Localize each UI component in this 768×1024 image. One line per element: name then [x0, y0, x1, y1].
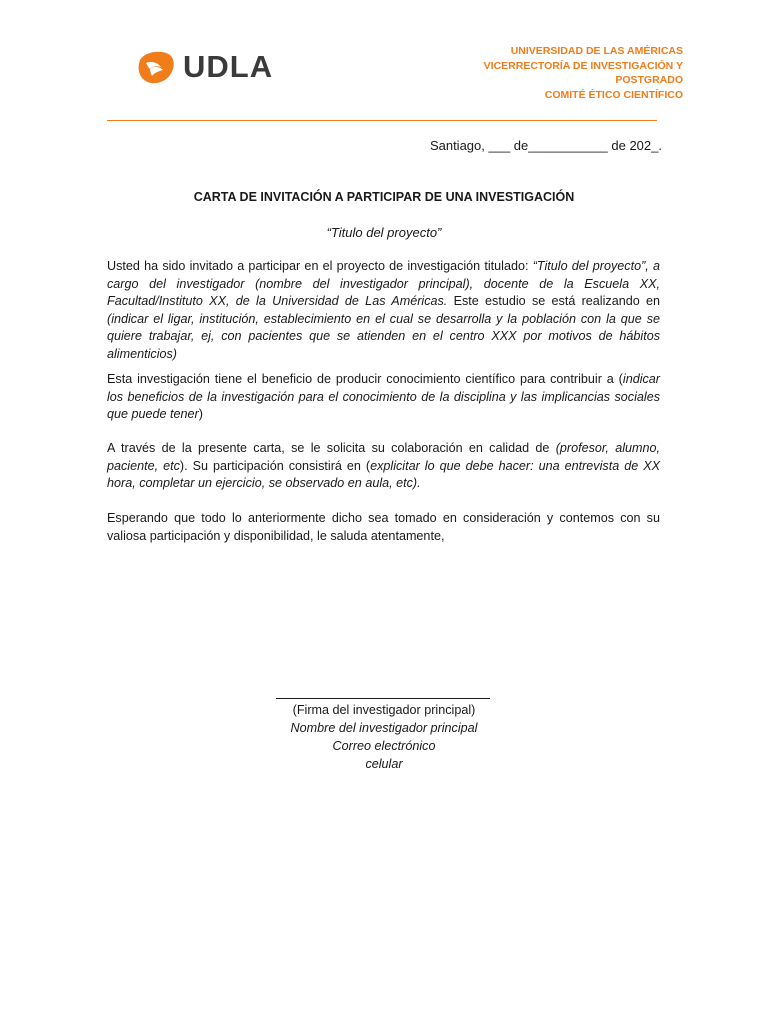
date-line: Santiago, ___ de___________ de 202_.: [429, 138, 662, 153]
udla-logo-icon: [137, 50, 175, 84]
text-run: Esperando que todo lo anteriormente dicho sea tomado en consideración y contemos con su valiosa participación y disponibilidad, le saluda atentamente,: [107, 511, 660, 543]
paragraph-request: [107, 440, 660, 493]
text-run: ). Su participación consistirá en (: [179, 458, 371, 473]
text-run-italic: indicar los beneficios de la investigación para el conocimiento de la disciplina y las implicancias sociales que puede tener: [107, 372, 660, 422]
logo-wordmark: UDLA: [183, 49, 274, 84]
signature-phone: celular: [365, 757, 403, 771]
text-run-italic: (profesor, alumno, paciente, etc: [107, 441, 660, 473]
letter-title: CARTA DE INVITACIÓN A PARTICIPAR DE UNA INVESTIGACIÓN: [193, 190, 575, 204]
signature-email: Correo electrónico: [332, 739, 436, 753]
signature-name: Nombre del investigador principal: [290, 721, 478, 735]
institution-line: COMITÉ ÉTICO CIENTÍFICO: [544, 88, 683, 101]
project-title: “Titulo del proyecto”: [326, 225, 442, 240]
institution-line: UNIVERSIDAD DE LAS AMÉRICAS: [510, 45, 683, 57]
text-run-italic: explicitar lo que debe hacer: una entrevista de XX hora, completar un ejercicio, se observado en aula, etc).: [107, 458, 660, 491]
institution-line: VICERRECTORÍA DE INVESTIGACIÓN Y: [483, 59, 683, 72]
institution-line: POSTGRADO: [615, 74, 683, 86]
paragraph-benefit: [107, 371, 660, 424]
header-divider: [107, 120, 657, 121]
text-run: A través de la presente carta, se le solicita su colaboración en calidad de: [107, 441, 556, 455]
text-run-italic: (indicar el ligar, institución, establecimiento en el cual se desarrolla y la población con la que se quiere trabajar, ej, con pacientes que se atienden en el centro XXX por motivos de hábitos alimenticios): [107, 311, 660, 361]
institution-header: [423, 44, 683, 101]
text-run: Este estudio se está realizando en: [447, 294, 660, 309]
text-run: Usted ha sido invitado a participar en el proyecto de investigación titulado:: [107, 259, 533, 273]
text-run: ): [198, 407, 203, 422]
paragraph-invitation: [107, 258, 660, 364]
text-run-italic: “Titulo del proyecto”, a cargo del investigador (nombre del investigador principal), docente de la Escuela XX, Facultad/Instituto XX, de la Universidad de Las Américas.: [107, 259, 660, 309]
paragraph-closing: [107, 510, 660, 545]
udla-logo: [137, 50, 273, 84]
signature-line: [276, 698, 490, 699]
signature-role: (Firma del investigador principal): [292, 703, 476, 717]
signature-block: [0, 701, 768, 773]
text-run: Esta investigación tiene el beneficio de producir conocimiento científico para contribuir a (: [107, 372, 623, 386]
